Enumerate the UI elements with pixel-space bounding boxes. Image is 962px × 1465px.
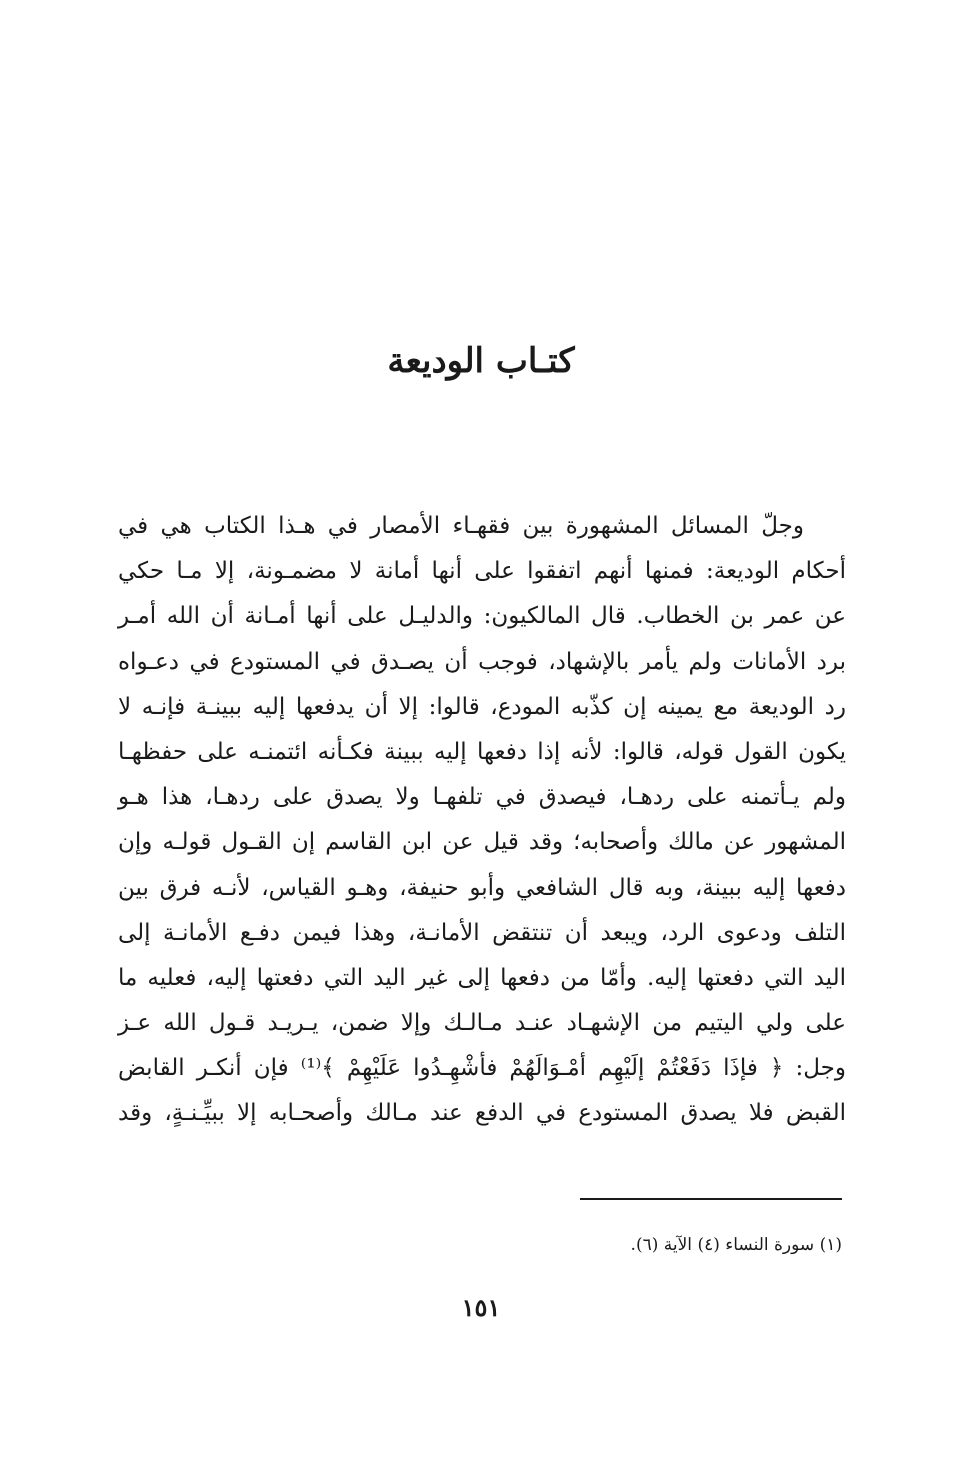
text-line: المشهور عن مالك وأصحابه؛ وقد قيل عن ابن القاسم إن القـول قولـه وإن [118, 829, 846, 856]
text-line: عن عمر بن الخطاب. قال المالكيون: والدليـل على أنها أمـانة أن الله أمـر [118, 603, 846, 630]
text-line: ولم يـأتمنه على ردهـا، فيصدق في تلفهـا ولا يصدق على ردهـا، هذا هـو [118, 784, 846, 811]
text-line: وجلّ المسائل المشهورة بين فقهـاء الأمصار في هـذا الكتاب هي في [118, 513, 804, 539]
text-line: وجل: ﴿ فإذَا دَفَعْتُمْ إلَيْهِم أمْـوَالَهُمْ فأشْهِـدُوا عَلَيْهِمْ ﴾⁽¹⁾ فإن أنكـر القابض [118, 1055, 846, 1082]
text-line: القبض فلا يصدق المستودع في الدفع عند مـالك وأصحـابه إلا ببيِّـنـةٍ، وقد [118, 1100, 846, 1127]
text-line: التلف ودعوى الرد، ويبعد أن تنتقض الأمانـة، وهذا فيمن دفـع الأمانـة إلى [118, 919, 846, 946]
footnote-divider [580, 1198, 842, 1200]
text-line: يكون القول قوله، قالوا: لأنه إذا دفعها إليه ببينة فكـأنه ائتمنـه على حفظهـا [118, 738, 846, 765]
chapter-title: كتـاب الوديعة [387, 341, 575, 381]
text-line: رد الوديعة مع يمينه إن كذّبه المودع، قالوا: إلا أن يدفعها إليه ببينـة فإنـه لا [118, 693, 846, 720]
text-line: اليد التي دفعتها إليه. وأمّا من دفعها إلى غير اليد التي دفعتها إليه، فعليه ما [118, 964, 846, 991]
body-text [118, 504, 846, 1137]
text-line: أحكام الوديعة: فمنها أنهم اتفقوا على أنها أمانة لا مضمـونة، إلا مـا حكي [118, 558, 846, 585]
footnote: (١) سورة النساء (٤) الآية (٦). [630, 1235, 842, 1255]
text-line: على ولي اليتيم من الإشهـاد عنـد مـالـك وإلا ضمن، يـريـد قـول الله عـز [118, 1010, 846, 1037]
page-number: ١٥١ [461, 1293, 501, 1322]
text-line: دفعها إليه ببينة، وبه قال الشافعي وأبو حنيفة، وهـو القياس، لأنـه فرق بين [118, 874, 846, 901]
text-line: برد الأمانات ولم يأمر بالإشهاد، فوجب أن يصـدق في المستودع في دعـواه [118, 648, 846, 675]
